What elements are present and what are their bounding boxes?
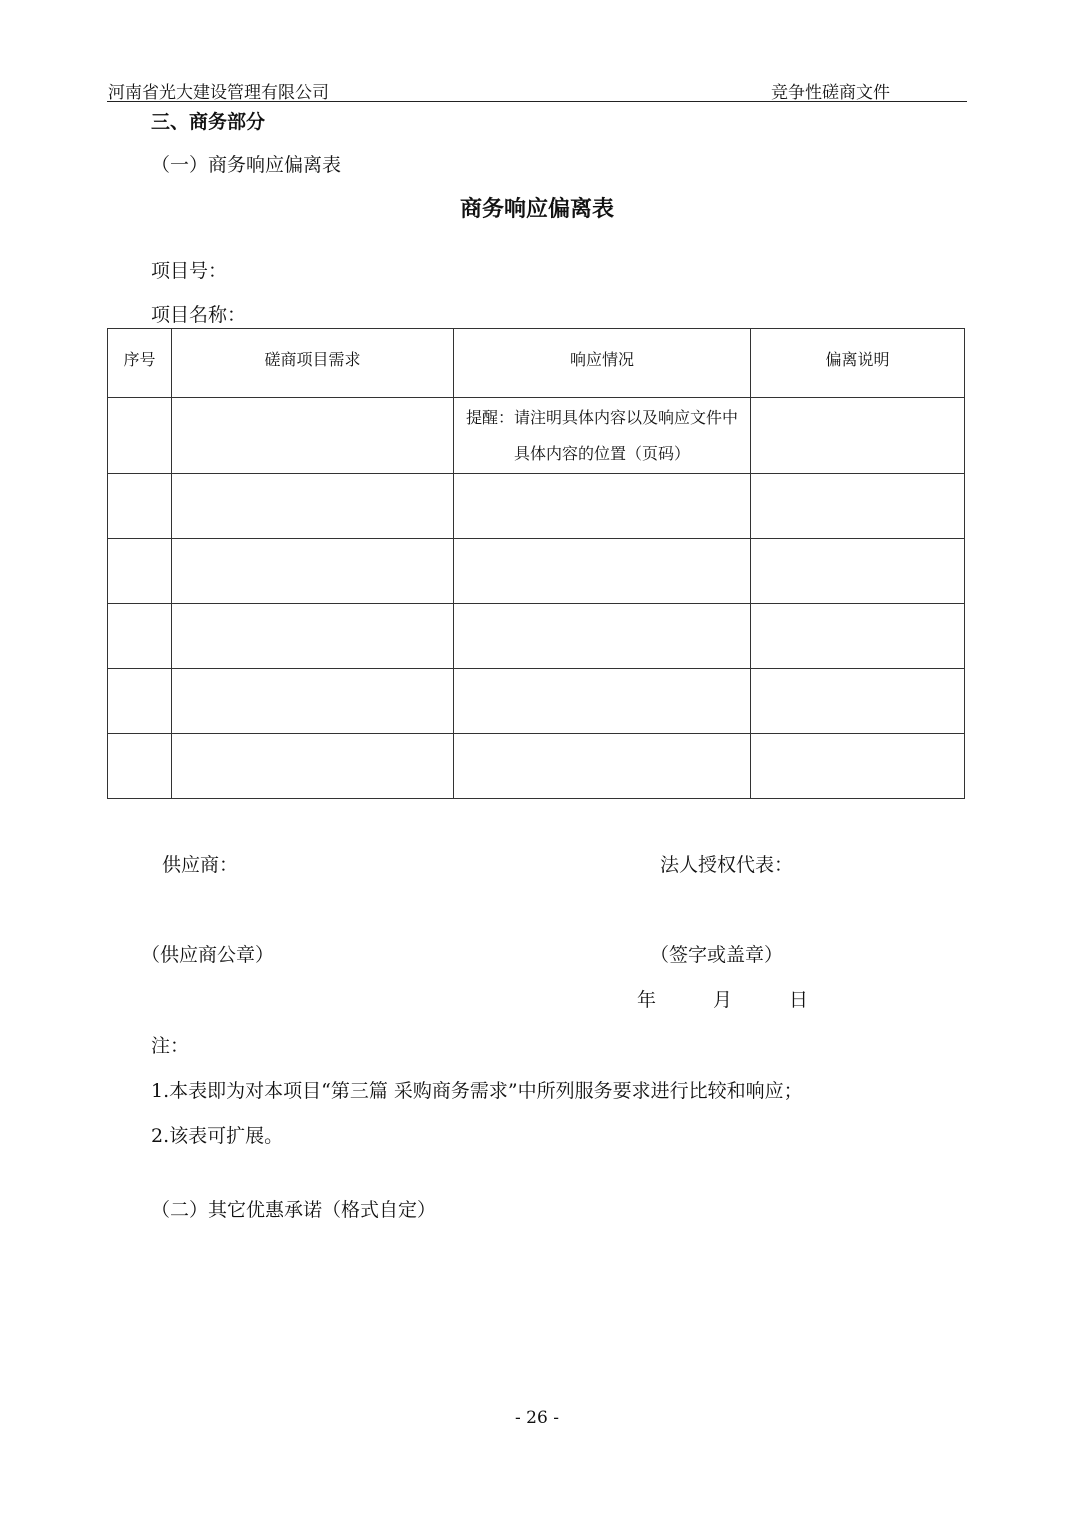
table-cell[interactable]: [454, 669, 751, 734]
table-cell[interactable]: [751, 669, 965, 734]
table-row: [108, 398, 965, 474]
table-cell[interactable]: [751, 734, 965, 799]
table-row: [108, 734, 965, 799]
column-header-requirement: 磋商项目需求: [172, 329, 454, 398]
table-cell[interactable]: [108, 539, 172, 604]
table-cell[interactable]: [172, 539, 454, 604]
page-title: 商务响应偏离表: [459, 196, 614, 222]
table-cell[interactable]: [454, 734, 751, 799]
table-cell[interactable]: [108, 398, 172, 474]
deviation-table: [107, 328, 965, 799]
table-header-row: [108, 329, 965, 398]
table-row: [108, 669, 965, 734]
supplier-seal-label: （供应商公章）: [141, 944, 275, 966]
notes-label: 注：: [151, 1035, 190, 1057]
table-cell[interactable]: [751, 474, 965, 539]
table-row: [108, 604, 965, 669]
project-no-label: 项目号：: [151, 260, 228, 282]
legal-rep-label: 法人授权代表：: [660, 854, 794, 876]
sign-or-seal-label: （签字或盖章）: [650, 944, 784, 966]
table-cell[interactable]: [454, 604, 751, 669]
column-header-index: 序号: [108, 329, 172, 398]
note-item: 2.该表可扩展。: [151, 1125, 284, 1147]
table-cell[interactable]: [172, 669, 454, 734]
note-item: 1.本表即为对本项目“第三篇 采购商务需求”中所列服务要求进行比较和响应；: [151, 1080, 803, 1102]
project-name-label: 项目名称：: [151, 304, 247, 326]
column-header-deviation: 偏离说明: [751, 329, 965, 398]
date-day-label: 日: [789, 989, 809, 1011]
header-doc-type: 竞争性磋商文件: [771, 83, 890, 103]
table-row: [108, 539, 965, 604]
section-subheading: （一）商务响应偏离表: [151, 154, 342, 176]
table-cell[interactable]: [108, 734, 172, 799]
column-header-response: 响应情况: [454, 329, 751, 398]
date-month-label: 月: [713, 989, 733, 1011]
response-hint-text: 提醒：请注明具体内容以及响应文件中具体内容的位置（页码）: [465, 407, 738, 463]
table-cell[interactable]: [454, 474, 751, 539]
other-offers-heading: （二）其它优惠承诺（格式自定）: [151, 1199, 437, 1221]
table-cell[interactable]: [751, 604, 965, 669]
header-company: 河南省光大建设管理有限公司: [108, 83, 329, 103]
table-cell[interactable]: [108, 669, 172, 734]
header-divider: [107, 101, 967, 102]
page-number: - 26 -: [515, 1408, 559, 1428]
table-cell[interactable]: [108, 474, 172, 539]
table-cell[interactable]: [172, 474, 454, 539]
table-cell[interactable]: [751, 398, 965, 474]
table-cell[interactable]: [172, 398, 454, 474]
section-heading: 三、商务部分: [151, 111, 266, 133]
table-cell[interactable]: [454, 539, 751, 604]
table-row: [108, 474, 965, 539]
table-cell-hint[interactable]: [454, 398, 751, 474]
table-cell[interactable]: [172, 604, 454, 669]
table-cell[interactable]: [751, 539, 965, 604]
supplier-label: 供应商：: [162, 854, 239, 876]
date-year-label: 年: [637, 989, 657, 1011]
table-cell[interactable]: [172, 734, 454, 799]
table-cell[interactable]: [108, 604, 172, 669]
